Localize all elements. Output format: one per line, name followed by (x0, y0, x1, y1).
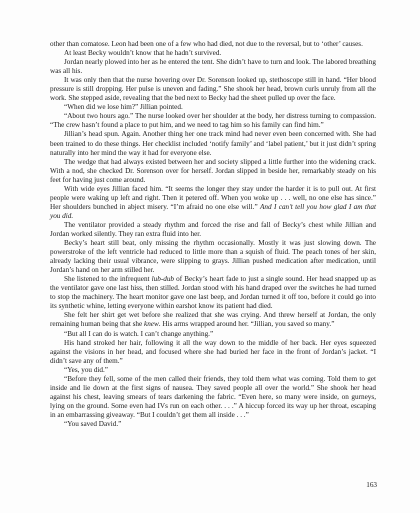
paragraph: She felt her shirt get wet before she realized that she was crying. And threw herself at Jordan, the only remaining human being that she knew. His arms wrapped around her. “Jillian, you saved so many.” (50, 311, 376, 329)
paragraph: His hand stroked her hair, following it all the way down to the middle of her back. Her eyes squeezed against the visions in her head, and focused where she had buried her face in the front of Jordan’s jacket. “I didn’t save any of them.” (50, 338, 376, 365)
paragraph: With wide eyes Jillian faced him. “It seems the longer they stay under the harder it is to pull out. At first people were waking up left and right. Then it petered off. When you woke up . . . well, no one else has since.” Her shoulders bunched in abject misery. “I’m afraid no one else will.” And I can’t tell you how glad I am that you did. (50, 184, 377, 220)
paragraph: “Yes, you did.” (64, 365, 108, 374)
paragraph: Becky’s heart still beat, only missing the rhythm occasionally. Mostly it was just slowing down. The powerstroke of the left ventricle had reduced to little more than a squish of fluid. The peach tones of her skin, already lacking their usual vibrance, were slipping to grays. Jillian pushed medication after medication, until Jordan’s hand on her arm stilled her. (50, 239, 376, 275)
paragraph: It was only then that the nurse hovering over Dr. Sorenson looked up, stethoscope still in hand. “Her blood pressure is still dropping. Her pulse is uneven and fading.” She shook her head, brown curls unruly from all the work. She stepped aside, revealing that the bed next to Becky had the sheet pulled up over the face. (50, 76, 376, 103)
paragraph: Jordan nearly plowed into her as he entered the tent. She didn’t have to turn and look. The labored breathing was all his. (50, 58, 376, 76)
paragraph: “About two hours ago.” The nurse looked over her shoulder at the body, her distress turning to compassion. “The crew hasn’t found a place to put him, and we need to tag him so his family can find him.” (50, 112, 376, 130)
paragraph: She listened to the infrequent lub-dub of Becky’s heart fade to just a single sound. Her head snapped up as the ventilator gave one last hiss, then stilled. Jordan stood with his hand draped over the switches he had turned to stop the machinery. The heart monitor gave one last beep, and Jordan turned it off too, before it could go into its synthetic whine, letting everyone within earshot know its patient had died. (50, 275, 377, 311)
paragraph: “But all I can do is watch. I can’t change anything.” (64, 329, 214, 338)
page-number: 163 (366, 481, 377, 489)
paragraph: The ventilator provided a steady rhythm and forced the rise and fall of Becky’s chest while Jillian and Jordan worked silently. They ran extra fluid into her. (50, 220, 376, 238)
paragraph: “Before they fell, some of the men called their friends, they told them what was coming. Told them to get inside and lie down at the first signs of nausea. They saved people all over the world.” She shook her head against his chest, leaving smears of tears darkening the fabric. “Even here, so many were inside, on gurneys, lying on the ground. Some even had IVs run on each other. . . .” A hiccup forced its way up her throat, escaping in an embarrassing giveaway. “But I couldn’t get them all inside . . .” (50, 374, 376, 419)
paragraph: other than comatose. Leon had been one of a few who had died, not due to the reversal, but to ‘other’ causes. (50, 40, 363, 48)
paragraph: Jillian’s head spun. Again. Another thing her one track mind had never even been concerned with. She had been trained to do these things. Her checklist included ‘notify family’ and ‘label patient,’ but it just didn’t spring naturally into her mind the way it had for everyone else. (50, 130, 376, 157)
paragraph: At least Becky wouldn’t know that he hadn’t survived. (64, 49, 222, 58)
paragraph: “You saved David.” (64, 419, 122, 428)
paragraph: “When did we lose him?” Jillian pointed. (64, 103, 183, 112)
body-text (50, 40, 376, 429)
paragraph: The wedge that had always existed between her and society slipped a little further into the widening crack. With a nod, she checked Dr. Sorenson over for herself. Jordan slipped in beside her, remarkably steady on his feet for having just come around. (50, 157, 376, 184)
